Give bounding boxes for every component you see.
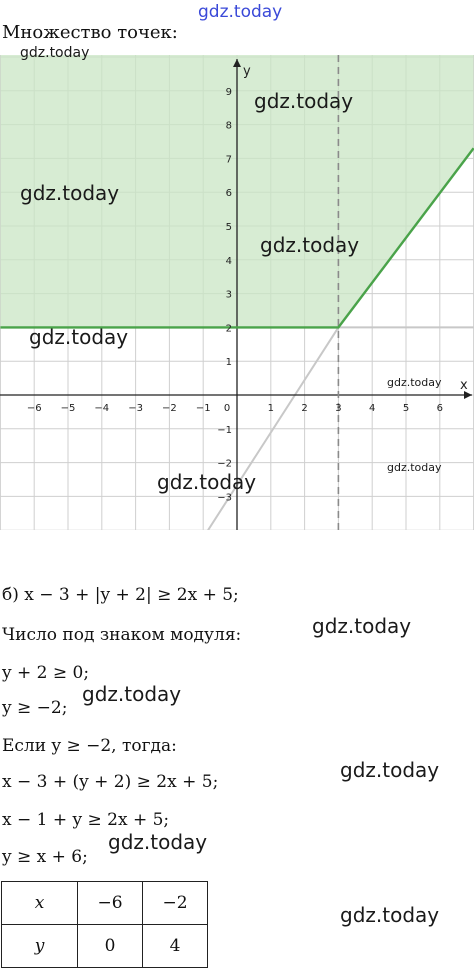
- watermark: gdz.today: [312, 614, 412, 638]
- watermark: gdz.today: [20, 181, 120, 205]
- heading: Множество точек:: [2, 22, 178, 43]
- inequality-graph: [0, 55, 474, 530]
- x-tick-label: −2: [162, 403, 177, 414]
- x-tick-label: −1: [195, 403, 211, 414]
- x-tick-label: 3: [335, 403, 342, 414]
- table-cell: y: [2, 925, 78, 968]
- table-cell: −6: [78, 882, 143, 925]
- watermark: gdz.today: [340, 758, 440, 782]
- table-cell: −2: [143, 882, 208, 925]
- watermark-top: gdz.today: [198, 2, 283, 22]
- y-tick-label: 4: [225, 255, 232, 267]
- line-step-3: y ≥ x + 6;: [2, 847, 88, 867]
- x-tick-label: −3: [128, 403, 143, 414]
- table-row: [2, 882, 208, 925]
- x-tick-label: 5: [402, 403, 410, 414]
- x-tick-label: −5: [60, 403, 76, 414]
- y-tick-label: 2: [225, 323, 232, 335]
- y-tick-label: −2: [217, 458, 232, 470]
- x-tick-label: 4: [369, 403, 376, 414]
- x-tick-label: 0: [223, 403, 231, 414]
- watermark: gdz.today: [340, 903, 440, 927]
- line-condition-result: y ≥ −2;: [2, 698, 68, 718]
- y-tick-label: 7: [225, 154, 232, 166]
- y-tick-label: 6: [225, 188, 232, 200]
- x-axis-label: x: [460, 378, 468, 393]
- y-tick-label: −1: [217, 424, 232, 436]
- watermark: gdz.today: [82, 682, 182, 706]
- line-step-1: x − 3 + (y + 2) ≥ 2x + 5;: [2, 772, 219, 792]
- watermark: gdz.today: [260, 233, 360, 257]
- watermark: gdz.today: [254, 89, 354, 113]
- x-tick-label: −4: [94, 403, 110, 414]
- watermark: gdz.today: [20, 45, 90, 61]
- x-tick-label: −6: [26, 403, 42, 414]
- watermark: gdz.today: [387, 461, 442, 474]
- line-problem-b: б) x − 3 + |y + 2| ≥ 2x + 5;: [2, 585, 239, 605]
- y-tick-label: 1: [225, 357, 232, 369]
- y-tick-label: 8: [225, 120, 232, 132]
- table-cell: 4: [143, 925, 208, 968]
- y-tick-label: 9: [225, 86, 232, 98]
- y-tick-label: 5: [225, 222, 232, 233]
- table-row: [2, 925, 208, 968]
- line-case: Если y ≥ −2, тогда:: [2, 736, 177, 756]
- watermark: gdz.today: [157, 470, 257, 494]
- watermark: gdz.today: [29, 325, 129, 349]
- watermark: gdz.today: [108, 830, 208, 854]
- y-tick-label: −3: [217, 492, 232, 504]
- x-tick-label: 6: [436, 403, 443, 414]
- y-tick-label: 3: [225, 289, 232, 301]
- watermark: gdz.today: [387, 376, 442, 389]
- x-tick-label: 1: [267, 403, 274, 414]
- line-step-2: x − 1 + y ≥ 2x + 5;: [2, 810, 170, 830]
- value-table: [1, 881, 208, 968]
- y-axis-label: y: [243, 64, 251, 79]
- line-condition: y + 2 ≥ 0;: [2, 663, 90, 683]
- table-cell: x: [2, 882, 78, 925]
- x-tick-label: 2: [301, 403, 308, 414]
- line-modulus-label: Число под знаком модуля:: [2, 625, 242, 645]
- table-cell: 0: [78, 925, 143, 968]
